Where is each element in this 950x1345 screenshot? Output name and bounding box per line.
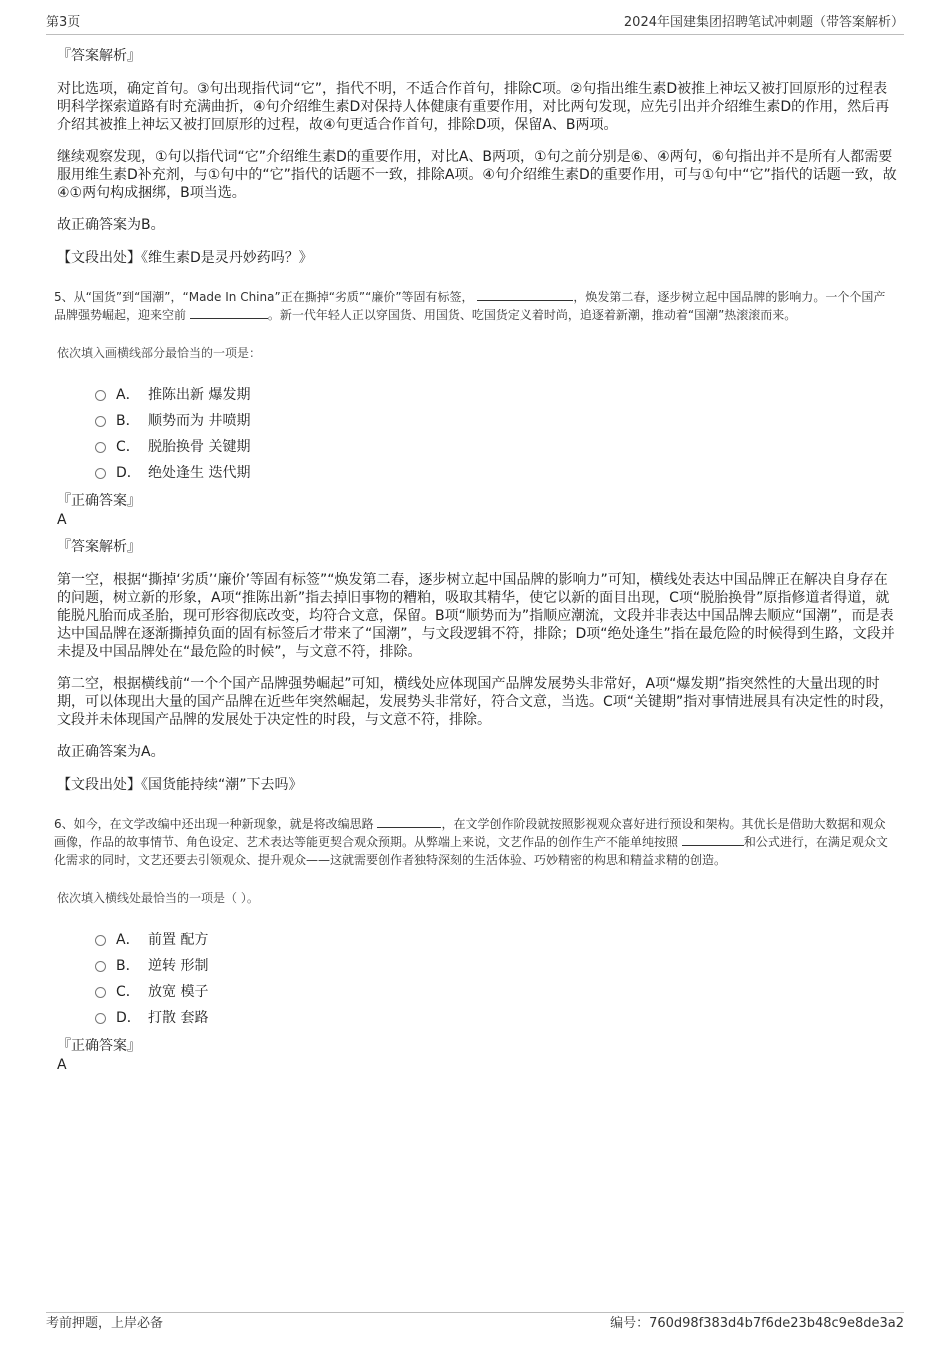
option-text: 逆转 形制 xyxy=(148,958,209,974)
analysis-paragraph: 对比选项，确定首句。③句出现指代词“它”，指代不明，不适合作首句，排除C项。②句指出维生素D被推上神坛又被打回原形的过程表明科学探索道路有时充满曲折，④句介绍维生素D对保持人体健康有重要作用，对比两句发现，应先引出并介绍维生素D的作用，然后再介绍其被推上神坛又被打回原形的过程，故④句更适合作首句，排除D项，保留A、B两项。 xyxy=(57,81,890,133)
option-letter: C． xyxy=(116,984,140,1000)
option-letter: D． xyxy=(116,1010,141,1026)
source-title: 《维生素D是灵丹妙药吗？》 xyxy=(141,250,313,266)
radio-icon[interactable] xyxy=(95,390,106,401)
correct-answer-label: 『正确答案』 xyxy=(57,493,141,509)
source-title: 《国货能持续“潮”下去吗》 xyxy=(141,777,303,793)
question-text-part: ，在文学创作阶段就按照影视观众喜好进行预设和架构。其优长是借助大数据和观众画像，作品的故事情节、角色设定、艺术表达等能更契合观众预期。从弊端上来说，文艺作品的创作生产不能单纯按照 xyxy=(54,817,886,849)
analysis-conclusion: 故正确答案为A。 xyxy=(57,744,165,760)
question-instruction: 依次填入画横线部分最恰当的一项是： xyxy=(57,346,262,360)
analysis-label: 『答案解析』 xyxy=(57,539,141,555)
radio-icon[interactable] xyxy=(95,442,106,453)
page-number: 第3页 xyxy=(46,15,81,30)
option-d[interactable] xyxy=(95,1004,897,1030)
option-d[interactable] xyxy=(95,459,897,485)
radio-icon[interactable] xyxy=(95,987,106,998)
option-letter: C． xyxy=(116,439,140,455)
question-text-part: 5、从“国货”到“国潮”，“Made In China”正在撕掉“劣质”“廉价”等固有标签， xyxy=(54,290,474,304)
analysis-paragraph: 继续观察发现，①句以指代词“它”介绍维生素D的重要作用，对比A、B两项，①句之前分别是⑥、④两句，⑥句指出并不是所有人都需要服用维生素D补充剂，与①句中的“它”指代的话题不一致，排除A项。④句介绍维生素D的重要作用，可与①句中“它”指代的话题一致，故④①两句构成捆绑，B项当选。 xyxy=(57,149,897,201)
question-text-part: 。新一代年轻人正以穿国货、用国货、吃国货定义着时尚，追逐着新潮，推动着“国潮”热滚滚而来。 xyxy=(267,308,797,322)
page-footer xyxy=(46,1312,904,1335)
option-text: 脱胎换骨 关键期 xyxy=(148,439,251,455)
radio-icon[interactable] xyxy=(95,468,106,479)
source-label: 【文段出处】 xyxy=(57,250,141,266)
correct-answer-label: 『正确答案』 xyxy=(57,1038,141,1054)
option-letter: A． xyxy=(116,387,140,403)
radio-icon[interactable] xyxy=(95,416,106,427)
option-letter: B． xyxy=(116,413,140,429)
question-6-text xyxy=(54,815,897,869)
question-instruction: 依次填入横线处最恰当的一项是（ ）。 xyxy=(57,891,259,905)
analysis-paragraph: 第一空，根据“撕掉‘劣质’‘廉价’等固有标签”“焕发第二春，逐步树立起中国品牌的影响力”可知，横线处表达中国品牌正在解决自身存在的问题，树立新的形象，A项“推陈出新”指去掉旧事物的糟粕，吸取其精华，使它以新的面目出现，C项“脱胎换骨”原指修道者得道，就能脱凡胎而成圣胎，现可形容彻底改变，均符合文意，保留。B项“顺势而为”指顺应潮流，文段并非表达中国品牌去顺应“国潮”，而是表达中国品牌在逐渐撕掉负面的固有标签后才带来了“国潮”，与文段逻辑不符，排除；D项“绝处逢生”指在最危险的时候得到生路，文段并未提及中国品牌处在“最危险的时候”，与文意不符，排除。 xyxy=(57,572,895,660)
option-b[interactable] xyxy=(95,407,897,433)
question-text-part: 6、如今，在文学改编中还出现一种新现象，就是将改编思路 xyxy=(54,817,374,831)
radio-icon[interactable] xyxy=(95,1013,106,1024)
source-citation xyxy=(57,248,897,268)
option-b[interactable] xyxy=(95,952,897,978)
option-letter: B． xyxy=(116,958,140,974)
analysis-label: 『答案解析』 xyxy=(57,48,141,64)
page-header xyxy=(46,14,904,35)
analysis-paragraph: 第二空，根据横线前“一个个国产品牌强势崛起”可知，横线处应体现国产品牌发展势头非常好，A项“爆发期”指突然性的大量出现的时期，可以体现出大量的国产品牌在近些年突然崛起，发展势头非常好，符合文意，当选。C项“关键期”指对事情进展具有决定性的时段，文段并未体现国产品牌的发展处于决定性的时段，与文意不符，排除。 xyxy=(57,676,894,728)
question-6-options xyxy=(95,926,897,1030)
option-text: 推陈出新 爆发期 xyxy=(148,387,251,403)
fill-blank xyxy=(682,833,744,846)
analysis-conclusion: 故正确答案为B。 xyxy=(57,217,165,233)
radio-icon[interactable] xyxy=(95,935,106,946)
option-text: 打散 套路 xyxy=(148,1010,209,1026)
radio-icon[interactable] xyxy=(95,961,106,972)
option-text: 放宽 模子 xyxy=(148,984,209,1000)
correct-answer-value: A xyxy=(57,512,67,528)
page-content xyxy=(54,46,897,1082)
source-label: 【文段出处】 xyxy=(57,777,141,793)
document-title: 2024年国建集团招聘笔试冲刺题（带答案解析） xyxy=(623,15,904,30)
fill-blank xyxy=(477,288,573,301)
option-letter: A． xyxy=(116,932,140,948)
option-a[interactable] xyxy=(95,381,897,407)
correct-answer-value: A xyxy=(57,1057,67,1073)
document-id: 编号：760d98f383d4b7f6de23b48c9e8de3a2 xyxy=(610,1316,904,1331)
option-c[interactable] xyxy=(95,978,897,1004)
option-text: 绝处逢生 迭代期 xyxy=(148,465,251,481)
option-c[interactable] xyxy=(95,433,897,459)
option-text: 前置 配方 xyxy=(148,932,209,948)
fill-blank xyxy=(377,815,441,828)
option-a[interactable] xyxy=(95,926,897,952)
option-text: 顺势而为 井喷期 xyxy=(148,413,251,429)
question-text-part: 和公式进行，在满足观众文化需求的同时，文艺还要去引领观众、提升观众——这就需要创作者独特深刻的生活体验、巧妙精密的构思和精益求精的创造。 xyxy=(54,835,888,867)
question-5-text xyxy=(54,288,897,324)
question-text-part: ，焕发第二春，逐步树立起中国品牌的影响力。一个个国产品牌强势崛起，迎来空前 xyxy=(54,290,886,322)
fill-blank xyxy=(190,306,268,319)
option-letter: D． xyxy=(116,465,141,481)
footer-slogan: 考前押题，上岸必备 xyxy=(46,1316,164,1331)
question-5-options xyxy=(95,381,897,485)
source-citation xyxy=(57,775,897,795)
